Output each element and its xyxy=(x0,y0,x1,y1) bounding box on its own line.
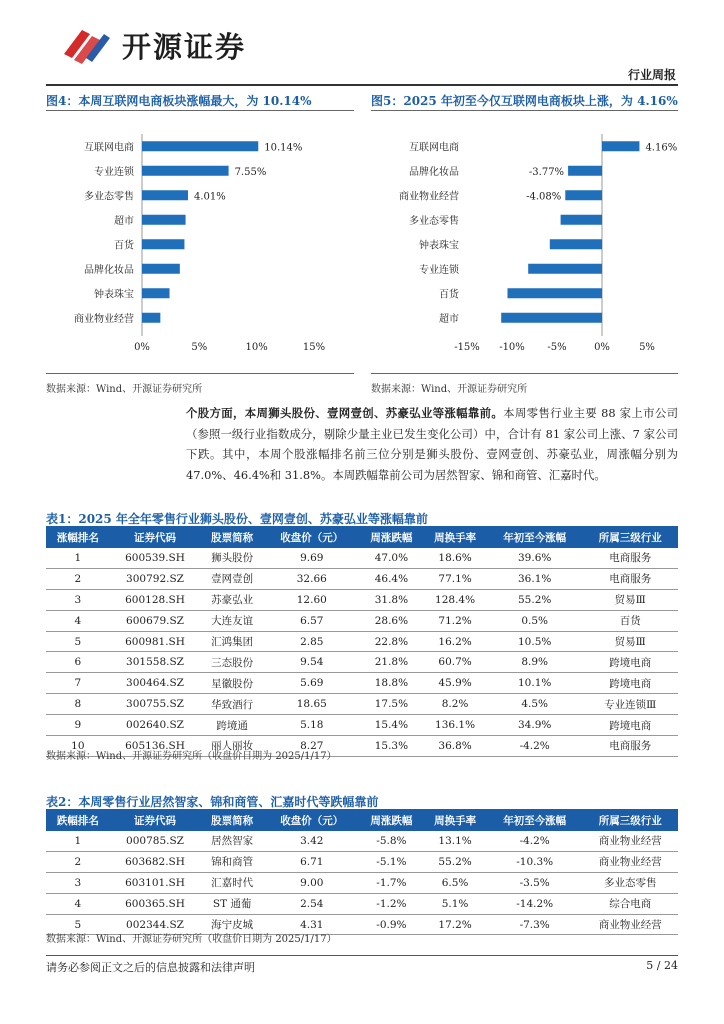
table-cell: 9 xyxy=(46,715,110,736)
table1 xyxy=(46,526,678,757)
table-cell: 电商服务 xyxy=(582,568,678,589)
table-row xyxy=(46,631,678,652)
value-label: 4.16% xyxy=(645,142,678,154)
table-cell: 2 xyxy=(46,568,110,589)
value-label: 7.55% xyxy=(234,166,267,178)
tick-label: 0% xyxy=(134,342,150,353)
bar xyxy=(508,288,603,298)
table-row xyxy=(46,831,678,851)
footer-disclaimer: 请务必参阅正文之后的信息披露和法律声明 xyxy=(46,961,255,974)
category-label: 百货 xyxy=(439,289,459,301)
table-cell: 16.2% xyxy=(423,631,487,652)
table-cell: -10.3% xyxy=(487,851,583,872)
tick-label: -10% xyxy=(499,342,525,353)
table-cell: 10.5% xyxy=(487,631,583,652)
table-cell: 603101.SH xyxy=(110,872,201,893)
figure5-source: 数据来源：Wind、开源证券研究所 xyxy=(371,384,528,395)
bar xyxy=(565,190,602,200)
table-cell: 4 xyxy=(46,610,110,631)
table-cell: 6.71 xyxy=(264,851,360,872)
table-cell: 跨境电商 xyxy=(582,652,678,673)
table-cell: 15.4% xyxy=(360,715,424,736)
table-cell: -1.7% xyxy=(360,872,424,893)
table-cell: 5 xyxy=(46,914,110,935)
column-header: 年初至今涨幅 xyxy=(487,809,583,831)
table-cell: 8 xyxy=(46,694,110,715)
figure4-bottom-rule xyxy=(46,373,354,374)
figure4-source: 数据来源：Wind、开源证券研究所 xyxy=(46,384,203,395)
table-cell: -5.8% xyxy=(360,831,424,851)
table-cell: 跨境通 xyxy=(200,715,264,736)
tick-label: -15% xyxy=(454,342,480,353)
table-cell: -0.9% xyxy=(360,914,424,935)
table-cell: 汇鸿集团 xyxy=(200,631,264,652)
table-cell: 三态股份 xyxy=(200,652,264,673)
column-header: 股票简称 xyxy=(200,526,264,548)
bar xyxy=(142,264,180,274)
table2-source: 数据来源：Wind、开源证券研究所（收盘价日期为 2025/1/17） xyxy=(46,934,337,945)
table-cell: 12.60 xyxy=(264,589,360,610)
table-cell: 300755.SZ xyxy=(110,694,201,715)
table-cell: 华致酒行 xyxy=(200,694,264,715)
tick-label: -5% xyxy=(547,342,567,353)
table-row xyxy=(46,652,678,673)
table-cell: 1 xyxy=(46,548,110,568)
category-label: 超市 xyxy=(114,215,134,227)
table-cell: 3 xyxy=(46,872,110,893)
figure4-title: 图4：本周互联网电商板块涨幅最大，为 10.14% xyxy=(46,94,312,108)
table-cell: 综合电商 xyxy=(582,893,678,914)
header-divider xyxy=(46,84,678,86)
table-cell: 18.65 xyxy=(264,694,360,715)
table-row xyxy=(46,610,678,631)
table-cell: 4.5% xyxy=(487,694,583,715)
table-cell: 跨境电商 xyxy=(582,673,678,694)
table-cell: 45.9% xyxy=(423,673,487,694)
column-header: 周涨跌幅 xyxy=(360,809,424,831)
table-cell: 136.1% xyxy=(423,715,487,736)
table-cell: 锦和商管 xyxy=(200,851,264,872)
table-cell: 21.8% xyxy=(360,652,424,673)
column-header: 股票简称 xyxy=(200,809,264,831)
table-cell: 电商服务 xyxy=(582,548,678,568)
table-cell: 18.6% xyxy=(423,548,487,568)
table-cell: 10 xyxy=(46,736,110,757)
bar xyxy=(142,239,184,249)
table-cell: 贸易Ⅲ xyxy=(582,631,678,652)
category-label: 商业物业经营 xyxy=(399,191,459,203)
table2-title: 表2：本周零售行业居然智家、锦和商管、汇嘉时代等跌幅靠前 xyxy=(46,795,379,809)
table-cell: 47.0% xyxy=(360,548,424,568)
category-label: 品牌化妆品 xyxy=(84,264,134,276)
table-cell: 5.1% xyxy=(423,893,487,914)
table-cell: -3.5% xyxy=(487,872,583,893)
table-cell: ST 通葡 xyxy=(200,893,264,914)
table-cell: 电商服务 xyxy=(582,736,678,757)
table-cell: -5.1% xyxy=(360,851,424,872)
column-header: 所属三级行业 xyxy=(582,526,678,548)
bar xyxy=(561,215,602,225)
table-cell: 多业态零售 xyxy=(582,872,678,893)
table-cell: 8.2% xyxy=(423,694,487,715)
table-cell: -1.2% xyxy=(360,893,424,914)
table-cell: 605136.SH xyxy=(110,736,201,757)
category-label: 钟表珠宝 xyxy=(94,289,134,301)
table-cell: 3 xyxy=(46,589,110,610)
table-cell: 5 xyxy=(46,631,110,652)
table-row xyxy=(46,872,678,893)
tick-label: 10% xyxy=(245,342,268,353)
paragraph-lead: 个股方面，本周狮头股份、壹网壹创、苏豪弘业等涨幅靠前。 xyxy=(186,406,504,420)
table-cell: 71.2% xyxy=(423,610,487,631)
table-cell: 8.27 xyxy=(264,736,360,757)
table-cell: 600539.SH xyxy=(110,548,201,568)
category-label: 钟表珠宝 xyxy=(419,240,459,252)
table-cell: 28.6% xyxy=(360,610,424,631)
table-row xyxy=(46,893,678,914)
table-cell: 5.69 xyxy=(264,673,360,694)
bar xyxy=(142,166,229,176)
tick-label: 0% xyxy=(594,342,610,353)
table-cell: 4 xyxy=(46,893,110,914)
table-row xyxy=(46,715,678,736)
table-cell: -4.2% xyxy=(487,736,583,757)
column-header: 周换手率 xyxy=(423,526,487,548)
category-label: 专业连锁 xyxy=(419,264,459,276)
table-cell: 39.6% xyxy=(487,548,583,568)
table-cell: 55.2% xyxy=(423,851,487,872)
value-label: -4.08% xyxy=(526,191,562,203)
table-cell: 1 xyxy=(46,831,110,851)
table-cell: 商业物业经营 xyxy=(582,914,678,935)
table-cell: 6.57 xyxy=(264,610,360,631)
bar xyxy=(142,288,170,298)
table-cell: 10.1% xyxy=(487,673,583,694)
table-cell: 9.69 xyxy=(264,548,360,568)
table-cell: 汇嘉时代 xyxy=(200,872,264,893)
table-row xyxy=(46,568,678,589)
table-cell: 17.2% xyxy=(423,914,487,935)
brand-name: 开源证券 xyxy=(122,30,247,64)
table-cell: 3.42 xyxy=(264,831,360,851)
column-header: 证券代码 xyxy=(110,526,201,548)
bar xyxy=(528,264,602,274)
table-cell: 4.31 xyxy=(264,914,360,935)
table-cell: 2 xyxy=(46,851,110,872)
table-cell: 专业连锁Ⅲ xyxy=(582,694,678,715)
table-cell: 0.5% xyxy=(487,610,583,631)
category-label: 品牌化妆品 xyxy=(409,166,459,178)
table-cell: -4.2% xyxy=(487,831,583,851)
table-cell: 36.1% xyxy=(487,568,583,589)
category-label: 互联网电商 xyxy=(84,142,134,154)
column-header: 周换手率 xyxy=(423,809,487,831)
bar xyxy=(142,215,186,225)
table-cell: 商业物业经营 xyxy=(582,851,678,872)
table-cell: 34.9% xyxy=(487,715,583,736)
table-cell: -7.3% xyxy=(487,914,583,935)
table-cell: 百货 xyxy=(582,610,678,631)
body-paragraph xyxy=(186,403,678,485)
category-label: 百货 xyxy=(114,240,134,252)
category-label: 专业连锁 xyxy=(94,166,134,178)
table-row xyxy=(46,851,678,872)
table-cell: 13.1% xyxy=(423,831,487,851)
table-cell: 600128.SH xyxy=(110,589,201,610)
figure5-chart xyxy=(371,130,681,360)
column-header: 证券代码 xyxy=(110,809,201,831)
category-label: 多业态零售 xyxy=(409,215,459,227)
footer-divider xyxy=(46,955,678,956)
column-header: 收盘价（元） xyxy=(264,526,360,548)
table-cell: 36.8% xyxy=(423,736,487,757)
column-header: 收盘价（元） xyxy=(264,809,360,831)
table-cell: 55.2% xyxy=(487,589,583,610)
figure5-rule xyxy=(371,110,678,111)
report-type-label: 行业周报 xyxy=(627,68,676,82)
table-cell: 8.9% xyxy=(487,652,583,673)
table1-title: 表1：2025 年全年零售行业狮头股份、壹网壹创、苏豪弘业等涨幅靠前 xyxy=(46,512,428,526)
figure5-title: 图5：2025 年初至今仅互联网电商板块上涨，为 4.16% xyxy=(371,94,678,108)
column-header: 涨幅排名 xyxy=(46,526,110,548)
table2 xyxy=(46,809,678,935)
column-header: 跌幅排名 xyxy=(46,809,110,831)
table-cell: 9.00 xyxy=(264,872,360,893)
table-cell: 商业物业经营 xyxy=(582,831,678,851)
table-cell: 128.4% xyxy=(423,589,487,610)
table-cell: 15.3% xyxy=(360,736,424,757)
bar xyxy=(550,239,602,249)
bar xyxy=(142,141,258,151)
table-cell: -14.2% xyxy=(487,893,583,914)
table-cell: 大连友谊 xyxy=(200,610,264,631)
table-row xyxy=(46,548,678,568)
table-cell: 002344.SZ xyxy=(110,914,201,935)
table-cell: 17.5% xyxy=(360,694,424,715)
value-label: -3.77% xyxy=(528,166,565,178)
table-cell: 300792.SZ xyxy=(110,568,201,589)
table-cell: 77.1% xyxy=(423,568,487,589)
bar xyxy=(142,313,160,323)
table-cell: 苏豪弘业 xyxy=(200,589,264,610)
table-cell: 跨境电商 xyxy=(582,715,678,736)
table-cell: 600365.SH xyxy=(110,893,201,914)
table-cell: 2.54 xyxy=(264,893,360,914)
table-cell: 狮头股份 xyxy=(200,548,264,568)
page-number: 5 / 24 xyxy=(646,959,678,972)
table-cell: 46.4% xyxy=(360,568,424,589)
table-cell: 海宁皮城 xyxy=(200,914,264,935)
table-cell: 18.8% xyxy=(360,673,424,694)
figure4-rule xyxy=(46,110,354,111)
bar xyxy=(501,313,602,323)
table-cell: 贸易Ⅲ xyxy=(582,589,678,610)
table-cell: 壹网壹创 xyxy=(200,568,264,589)
bar xyxy=(142,190,188,200)
category-label: 超市 xyxy=(439,313,459,325)
value-label: 10.14% xyxy=(264,142,303,154)
table-cell: 60.7% xyxy=(423,652,487,673)
category-label: 互联网电商 xyxy=(409,142,459,154)
column-header: 年初至今涨幅 xyxy=(487,526,583,548)
category-label: 多业态零售 xyxy=(84,191,134,203)
table-cell: 000785.SZ xyxy=(110,831,201,851)
table-cell: 6.5% xyxy=(423,872,487,893)
table-cell: 6 xyxy=(46,652,110,673)
category-label: 商业物业经营 xyxy=(74,313,134,325)
column-header: 所属三级行业 xyxy=(582,809,678,831)
bar xyxy=(568,166,602,176)
table-cell: 7 xyxy=(46,673,110,694)
table-cell: 居然智家 xyxy=(200,831,264,851)
table-cell: 603682.SH xyxy=(110,851,201,872)
table-cell: 22.8% xyxy=(360,631,424,652)
column-header: 周涨跌幅 xyxy=(360,526,424,548)
figure4-chart xyxy=(46,130,356,360)
table-row xyxy=(46,694,678,715)
table-cell: 星徽股份 xyxy=(200,673,264,694)
tick-label: 5% xyxy=(639,342,655,353)
table-cell: 002640.SZ xyxy=(110,715,201,736)
table-row xyxy=(46,673,678,694)
tick-label: 5% xyxy=(191,342,208,353)
tick-label: 15% xyxy=(302,342,326,353)
table-row xyxy=(46,589,678,610)
table-cell: 2.85 xyxy=(264,631,360,652)
table-cell: 600679.SZ xyxy=(110,610,201,631)
paragraph-text: 本周零售行业主要 88 家上市公司（参照一级行业指数成分，剔除少量主业已发生变化公司）中，合计有 81 家公司上涨、7 家公司下跌。其中，本周个股涨幅排名前三位分别是狮头股份、壹网壹创、苏豪弘业，周涨幅分别为 47.0%、46.4%和 31.8%。本周跌幅靠前公司为居然智家、锦和商管、汇嘉时代。 xyxy=(186,406,678,482)
table-cell: 9.54 xyxy=(264,652,360,673)
table-cell: 600981.SH xyxy=(110,631,201,652)
table-cell: 丽人丽妆 xyxy=(200,736,264,757)
figure5-bottom-rule xyxy=(371,373,678,374)
table-cell: 5.18 xyxy=(264,715,360,736)
table-cell: 301558.SZ xyxy=(110,652,201,673)
table-cell: 300464.SZ xyxy=(110,673,201,694)
table-cell: 31.8% xyxy=(360,589,424,610)
table-cell: 32.66 xyxy=(264,568,360,589)
value-label: 4.01% xyxy=(193,191,226,203)
bar xyxy=(602,141,639,151)
table1-source: 数据来源：Wind、开源证券研究所（收盘价日期为 2025/1/17） xyxy=(46,751,337,762)
